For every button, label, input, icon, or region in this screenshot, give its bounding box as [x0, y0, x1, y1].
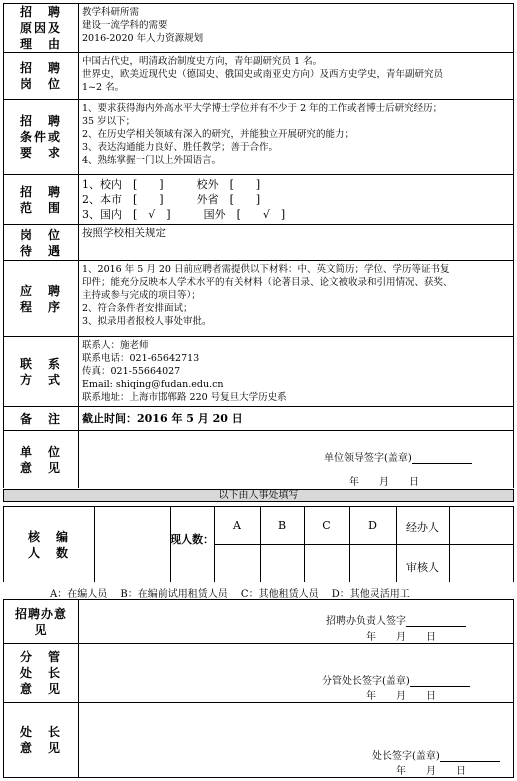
position-label: 招 聘 岗 位 [4, 53, 79, 99]
director-opinion-row [3, 702, 514, 777]
remark-label: 备 注 [4, 407, 79, 430]
director-signature-line[interactable] [440, 751, 500, 762]
staffing-label: 核 编 人 数 [4, 507, 95, 582]
table-bottom-border [3, 777, 514, 778]
staffing-row [3, 506, 514, 582]
procedure-row [3, 260, 514, 336]
scope-content: 1、校内 [ ] 校外 [ ] 2、本市 [ ] 外省 [ ] 3、国内 [ √ ] 国外 [ √ ] [82, 178, 286, 221]
col-d-header: D [368, 519, 377, 532]
scope-label: 招 聘 范 围 [4, 175, 79, 224]
reviewer-label: 审核人 [406, 561, 439, 574]
remark-row [3, 406, 514, 430]
director-opinion-label: 处 长 意 见 [4, 703, 79, 777]
remark-content: 截止时间：2016 年 5 月 20 日 [82, 412, 243, 425]
current-count-label: 现人数： [170, 533, 214, 546]
reason-label: 招 聘 原因及 理 由 [4, 4, 79, 52]
division-opinion-label: 分 管 处 长 意 见 [4, 644, 79, 702]
office-opinion-row [3, 599, 514, 643]
unit-opinion-label: 单 位 意 见 [4, 431, 79, 488]
handler-label: 经办人 [406, 521, 439, 534]
treatment-row [3, 224, 514, 260]
col-b-header: B [277, 519, 287, 532]
contact-content: 联系人：施老师 联系电话：021-65642713 传真：021-55664027 Email: shiqing@fudan.edu.cn 联系地址：上海市邯郸路 220 号复旦大学历史系 [82, 340, 287, 403]
conditions-content: 1、要求获得海内外高水平大学博士学位并有不少于 2 年的工作或者博士后研究经历； 35 岁以下； 2、在历史学相关领域有深入的研究，并能独立开展研究的能力； 3、表达沟通能力良好、胜任教学；善于合作。 4、熟练掌握一门以上外国语言。 [82, 103, 443, 166]
unit-date: 年 月 日 [349, 477, 419, 488]
office-signature-line[interactable] [406, 616, 466, 627]
contact-row [3, 336, 514, 406]
treatment-label: 岗 位 待 遇 [4, 225, 79, 260]
scope-row [3, 174, 514, 224]
office-date: 年 月 日 [366, 632, 436, 643]
conditions-label: 招 聘 条件或 要 求 [4, 100, 79, 174]
office-signature: 招聘办负责人签字 [326, 612, 466, 627]
divider [396, 544, 514, 545]
director-date: 年 月 日 [396, 766, 466, 777]
reason-row [3, 3, 514, 52]
reason-content: 教学科研所需 建设一流学科的需要 2016-2020 年人力资源规划 [82, 7, 204, 44]
contact-label: 联 系 方 式 [4, 337, 79, 406]
col-c-header: C [322, 519, 331, 532]
unit-opinion-row [3, 430, 514, 488]
position-row [3, 52, 514, 99]
procedure-content: 1、2016 年 5 月 20 日前应聘者需提供以下材料：中、英文简历；学位、学历等证书复 印件；能充分反映本人学术水平的有关材料（论著目录、论文被收录和引用情况、获奖、 主持或参与完成的项目等）； 2、符合条件者安排面试； 3、拟录用者报校人事处审批。 [82, 264, 453, 327]
office-opinion-label: 招聘办意 见 [4, 600, 79, 643]
col-a-header: A [233, 519, 241, 532]
procedure-label: 应 聘 程 序 [4, 261, 79, 336]
director-signature: 处长签字(盖章) [372, 747, 500, 762]
division-signature: 分管处长签字(盖章) [322, 672, 470, 687]
treatment-content: 按照学校相关规定 [82, 227, 166, 239]
position-content: 中国古代史，明清政治制度史方向，青年副研究员 1 名。 世界史，欧美近现代史（德国史、俄国史或南亚史方向）及西方史学史，青年副研究员 1~2 名。 [82, 56, 444, 93]
divider [214, 544, 396, 545]
conditions-row [3, 99, 514, 174]
unit-signature-line[interactable] [412, 453, 472, 464]
division-date: 年 月 日 [366, 691, 436, 702]
hr-notice-bar: 以下由人事处填写 [3, 489, 514, 502]
division-signature-line[interactable] [410, 676, 470, 687]
staffing-legend: A：在编人员 B：在编前试用租赁人员 C：其他租赁人员 D：其他灵活用工 [50, 589, 410, 600]
unit-signature: 单位领导签字(盖章) [324, 449, 472, 464]
division-opinion-row [3, 643, 514, 702]
